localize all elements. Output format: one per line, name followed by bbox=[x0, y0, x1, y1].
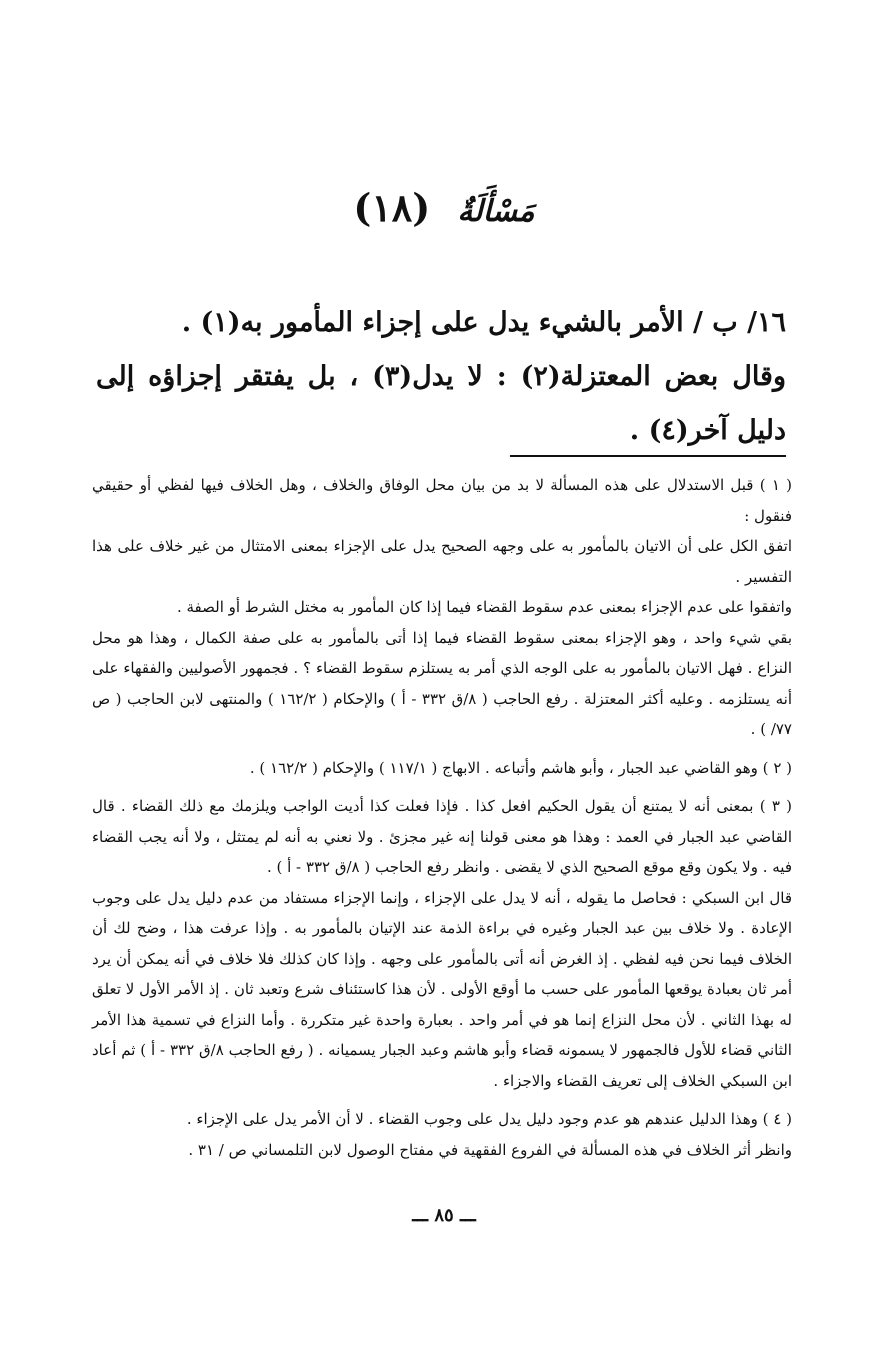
footnote-1-agreement: اتفق الكل على أن الاتيان بالمأمور به على وجهه الصحيح يدل على الإجزاء بمعنى الامتثال من غير خلاف على هذا التفسير . bbox=[92, 537, 792, 586]
main-statement: ١٦/ ب / الأمر بالشيء يدل على إجزاء المأمور به(١) . bbox=[181, 307, 786, 338]
footnote-divider bbox=[510, 455, 786, 457]
main-text bbox=[96, 296, 786, 458]
footnote-3-subki: قال ابن السبكي : فحاصل ما يقوله ، أنه لا يدل على الإجزاء ، وإنما الإجزاء مستفاد من عدم دليل يدل على وجوب الإعادة . ولا خلاف بين عبد الجبار وغيره في براءة الذمة عند الإتيان بالمأمور به . وإذا عرفت هذا ، وضح لك أن الخلاف فيما نحن فيه لفظي . إذ الغرض أنه أتى بالمأمور على وجهه . وإذا كان كذلك فلا خلاف في أنه يمكن أن يرد أمر ثان بعبادة يوقعها المأمور على حسب ما أوقع الأولى . لأن هذا كاستئناف شرع وتعبد ثان . إذ الأمر الأول لا تعلق له بهذا الثاني . لأن محل النزاع إنما هو في أمر واحد . بعبارة واحدة غير متكررة . وأما النزاع في تسمية هذا الأمر الثاني قضاء للأول فالجمهور لا يسمونه قضاء وأبو هاشم وعبد الجبار يسميانه . ( رفع الحاجب ٨/ق ٣٣٢ - أ ) ثم أعاد ابن السبكي الخلاف إلى تعريف القضاء والاجزاء . bbox=[92, 888, 792, 1090]
footnote-1-non-fulfillment: واتفقوا على عدم الإجزاء بمعنى عدم سقوط القضاء فيما إذا كان المأمور به مختل الشرط أو الصفة . bbox=[176, 598, 792, 616]
footnote-1-intro: ( ١ ) قبل الاستدلال على هذه المسألة لا بد من بيان محل الوفاق والخلاف ، وهل الخلاف فيها لفظي أو حقيقي فنقول : bbox=[92, 476, 792, 525]
mutazila-opinion: وقال بعض المعتزلة(٢) : لا يدل(٣) ، بل يفتقر إجزاؤه إلى دليل آخر(٤) . bbox=[96, 361, 786, 446]
heading-number: (١٨) bbox=[353, 185, 431, 230]
heading-word: مَسْأَلَةٌ bbox=[457, 194, 535, 229]
chapter-heading bbox=[0, 185, 888, 230]
footnote-2: ( ٢ ) وهو القاضي عبد الجبار ، وأبو هاشم وأتباعه . الابهاج ( ١١٧/١ ) والإحكام ( ١٦٢/٢ ) . bbox=[249, 758, 792, 777]
footnote-1-dispute: بقي شيء واحد ، وهو الإجزاء بمعنى سقوط القضاء فيما إذا أتى بالمأمور به على صفة الكمال ، وهذا هو محل النزاع . فهل الاتيان بالمأمور به على الوجه الذي أمر به يستلزم سقوط القضاء ؟ . فجمهور الأصوليين والفقهاء على أنه يستلزمه . وعليه أكثر المعتزلة . رفع الحاجب ( ٨/ق ٣٣٢ - أ ) والإحكام ( ١٦٢/٢ ) والمنتهى لابن الحاجب ( ص ٧٧/ ) . bbox=[92, 628, 792, 738]
footnotes bbox=[92, 470, 792, 1165]
footnote-3-meaning: ( ٣ ) بمعنى أنه لا يمتنع أن يقول الحكيم افعل كذا . فإذا فعلت كذا أديت الواجب ويلزمك مع ذلك القضاء . قال القاضي عبد الجبار في العمد : وهذا هو معنى قولنا إنه غير مجزئ . ولا نعني به أنه لم يمتثل ، ولا أنه يجب القضاء فيه . ولا يكون وقع موقع الصحيح الذي لا يقضى . وانظر رفع الحاجب ( ٨/ق ٣٣٢ - أ ) . bbox=[92, 797, 793, 876]
footnote-4-reference: وانظر أثر الخلاف في هذه المسألة في الفروع الفقهية في مفتاح الوصول لابن التلمساني ص / ٣١ . bbox=[188, 1140, 792, 1159]
page-number: ـــ ٨٥ ـــ bbox=[412, 1205, 476, 1226]
footnote-4-evidence: ( ٤ ) وهذا الدليل عندهم هو عدم وجود دليل يدل على وجوب القضاء . لا أن الأمر يدل على الإجزاء . bbox=[186, 1110, 792, 1128]
